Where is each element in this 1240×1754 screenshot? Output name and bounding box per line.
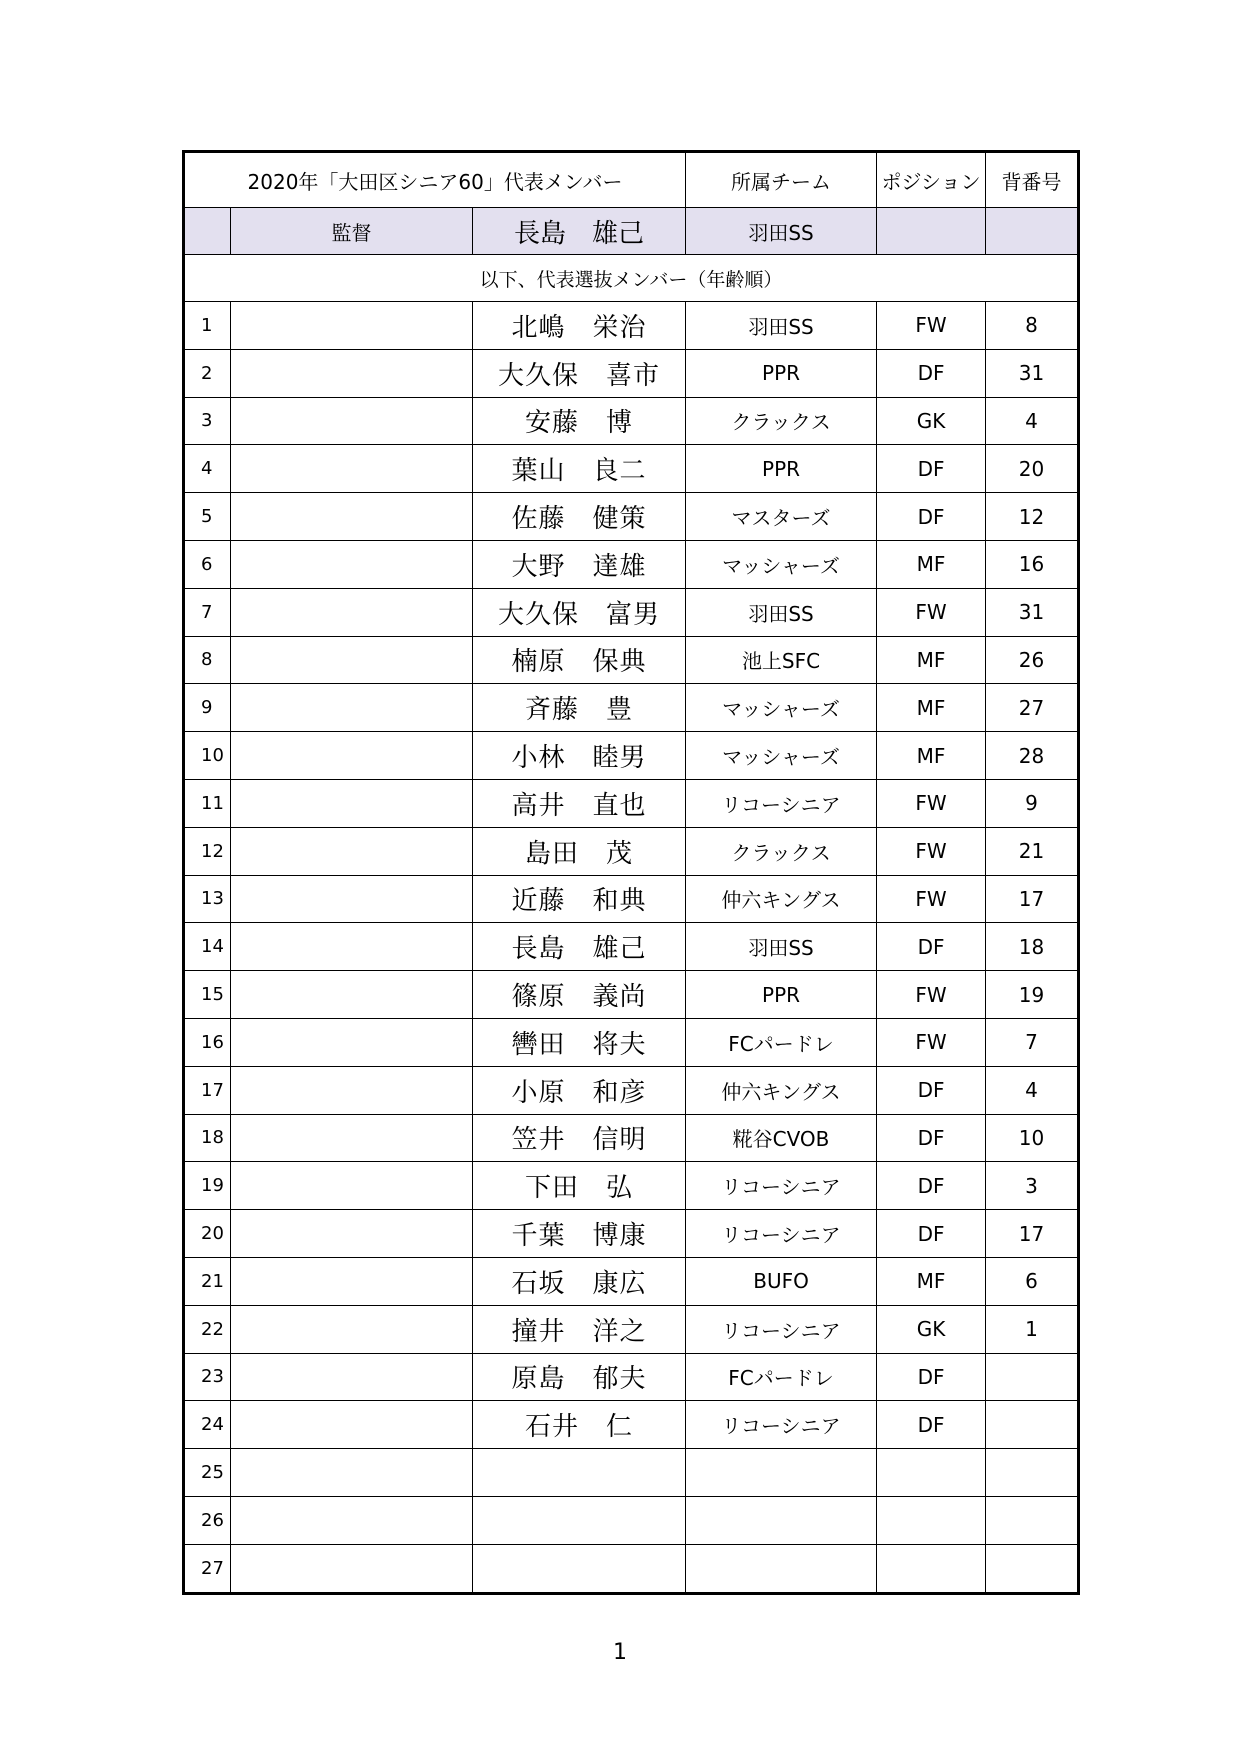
player-row xyxy=(184,493,1079,541)
player-note-cell xyxy=(231,1018,473,1066)
player-name: 石坂 康広 xyxy=(473,1257,686,1305)
player-row xyxy=(184,1210,1079,1258)
player-team: クラックス xyxy=(686,827,877,875)
player-number: 28 xyxy=(986,732,1079,780)
player-team xyxy=(686,1496,877,1544)
player-name: 斉藤 豊 xyxy=(473,684,686,732)
player-team: PPR xyxy=(686,445,877,493)
player-note-cell xyxy=(231,732,473,780)
player-position: MF xyxy=(877,1257,986,1305)
player-position: DF xyxy=(877,1401,986,1449)
player-team: 羽田SS xyxy=(686,302,877,350)
player-no: 7 xyxy=(184,588,231,636)
player-team: リコーシニア xyxy=(686,1401,877,1449)
player-row xyxy=(184,971,1079,1019)
player-name: 長島 雄己 xyxy=(473,923,686,971)
player-row xyxy=(184,540,1079,588)
selection-note-row xyxy=(184,255,1079,302)
player-position: MF xyxy=(877,732,986,780)
player-number: 27 xyxy=(986,684,1079,732)
manager-team: 羽田SS xyxy=(686,208,877,255)
player-name: 篠原 義尚 xyxy=(473,971,686,1019)
player-note-cell xyxy=(231,1257,473,1305)
player-name xyxy=(473,1449,686,1497)
player-position: MF xyxy=(877,540,986,588)
player-no: 6 xyxy=(184,540,231,588)
player-no: 12 xyxy=(184,827,231,875)
player-number: 17 xyxy=(986,1210,1079,1258)
player-no: 10 xyxy=(184,732,231,780)
player-team: リコーシニア xyxy=(686,1305,877,1353)
player-position: FW xyxy=(877,302,986,350)
player-no: 8 xyxy=(184,636,231,684)
player-row xyxy=(184,1162,1079,1210)
player-position xyxy=(877,1496,986,1544)
player-no: 17 xyxy=(184,1066,231,1114)
player-number xyxy=(986,1353,1079,1401)
player-team: マスターズ xyxy=(686,493,877,541)
player-position: MF xyxy=(877,636,986,684)
player-name: 石井 仁 xyxy=(473,1401,686,1449)
player-row xyxy=(184,397,1079,445)
player-no: 1 xyxy=(184,302,231,350)
player-position: DF xyxy=(877,445,986,493)
selection-note: 以下、代表選抜メンバー（年齢順） xyxy=(184,255,1079,302)
player-row xyxy=(184,1066,1079,1114)
player-row xyxy=(184,923,1079,971)
player-row xyxy=(184,875,1079,923)
player-row xyxy=(184,1449,1079,1497)
player-row xyxy=(184,636,1079,684)
player-number: 6 xyxy=(986,1257,1079,1305)
player-name xyxy=(473,1496,686,1544)
player-team: FCパードレ xyxy=(686,1353,877,1401)
player-team xyxy=(686,1544,877,1593)
player-team: クラックス xyxy=(686,397,877,445)
player-no: 22 xyxy=(184,1305,231,1353)
player-note-cell xyxy=(231,827,473,875)
player-note-cell xyxy=(231,779,473,827)
player-note-cell xyxy=(231,971,473,1019)
player-name: 佐藤 健策 xyxy=(473,493,686,541)
player-number: 31 xyxy=(986,588,1079,636)
player-number: 7 xyxy=(986,1018,1079,1066)
player-no: 24 xyxy=(184,1401,231,1449)
player-note-cell xyxy=(231,923,473,971)
player-number xyxy=(986,1401,1079,1449)
player-team: マッシャーズ xyxy=(686,684,877,732)
player-number xyxy=(986,1496,1079,1544)
player-name: 笠井 信明 xyxy=(473,1114,686,1162)
player-number: 9 xyxy=(986,779,1079,827)
position-column-header: ポジション xyxy=(877,152,986,208)
player-name: 小原 和彦 xyxy=(473,1066,686,1114)
player-name: 大久保 喜市 xyxy=(473,349,686,397)
player-position: DF xyxy=(877,1162,986,1210)
player-position: FW xyxy=(877,588,986,636)
player-name: 楠原 保典 xyxy=(473,636,686,684)
player-team: 羽田SS xyxy=(686,923,877,971)
player-no: 20 xyxy=(184,1210,231,1258)
player-team: リコーシニア xyxy=(686,779,877,827)
player-no: 11 xyxy=(184,779,231,827)
roster-table xyxy=(182,150,1080,1595)
player-team xyxy=(686,1449,877,1497)
player-position: FW xyxy=(877,971,986,1019)
player-position: DF xyxy=(877,1066,986,1114)
player-note-cell xyxy=(231,1114,473,1162)
player-position: MF xyxy=(877,684,986,732)
player-number xyxy=(986,1544,1079,1593)
player-note-cell xyxy=(231,1401,473,1449)
player-note-cell xyxy=(231,349,473,397)
player-note-cell xyxy=(231,1449,473,1497)
player-position xyxy=(877,1544,986,1593)
player-no: 9 xyxy=(184,684,231,732)
manager-label: 監督 xyxy=(231,208,473,255)
player-note-cell xyxy=(231,636,473,684)
manager-number-cell xyxy=(986,208,1079,255)
player-row xyxy=(184,1305,1079,1353)
player-no: 16 xyxy=(184,1018,231,1066)
player-team: マッシャーズ xyxy=(686,540,877,588)
player-number: 18 xyxy=(986,923,1079,971)
player-no: 27 xyxy=(184,1544,231,1593)
player-team: 仲六キングス xyxy=(686,1066,877,1114)
player-row xyxy=(184,779,1079,827)
player-row xyxy=(184,827,1079,875)
player-name: 安藤 博 xyxy=(473,397,686,445)
player-note-cell xyxy=(231,588,473,636)
player-no: 26 xyxy=(184,1496,231,1544)
player-name: 撞井 洋之 xyxy=(473,1305,686,1353)
player-row xyxy=(184,1114,1079,1162)
player-note-cell xyxy=(231,1066,473,1114)
player-number: 3 xyxy=(986,1162,1079,1210)
player-name: 原島 郁夫 xyxy=(473,1353,686,1401)
player-number: 21 xyxy=(986,827,1079,875)
player-number xyxy=(986,1449,1079,1497)
player-name: 轡田 将夫 xyxy=(473,1018,686,1066)
player-name: 下田 弘 xyxy=(473,1162,686,1210)
player-number: 20 xyxy=(986,445,1079,493)
player-no: 21 xyxy=(184,1257,231,1305)
manager-row xyxy=(184,208,1079,255)
player-team: FCパードレ xyxy=(686,1018,877,1066)
player-position: FW xyxy=(877,875,986,923)
player-row xyxy=(184,588,1079,636)
player-note-cell xyxy=(231,540,473,588)
player-position: DF xyxy=(877,1210,986,1258)
player-note-cell xyxy=(231,1162,473,1210)
player-team: 池上SFC xyxy=(686,636,877,684)
player-note-cell xyxy=(231,397,473,445)
player-note-cell xyxy=(231,1544,473,1593)
player-number: 26 xyxy=(986,636,1079,684)
player-position: DF xyxy=(877,1353,986,1401)
player-name: 千葉 博康 xyxy=(473,1210,686,1258)
player-number: 16 xyxy=(986,540,1079,588)
player-row xyxy=(184,349,1079,397)
player-team: PPR xyxy=(686,971,877,1019)
player-row xyxy=(184,1496,1079,1544)
player-team: リコーシニア xyxy=(686,1162,877,1210)
document-title: 2020年「大田区シニア60」代表メンバー xyxy=(184,152,686,208)
player-no: 3 xyxy=(184,397,231,445)
player-no: 14 xyxy=(184,923,231,971)
player-name: 北嶋 栄治 xyxy=(473,302,686,350)
manager-no-cell xyxy=(184,208,231,255)
team-column-header: 所属チーム xyxy=(686,152,877,208)
player-number: 12 xyxy=(986,493,1079,541)
player-name: 大野 達雄 xyxy=(473,540,686,588)
player-team: 羽田SS xyxy=(686,588,877,636)
player-team: マッシャーズ xyxy=(686,732,877,780)
player-row xyxy=(184,445,1079,493)
player-row xyxy=(184,302,1079,350)
player-number: 31 xyxy=(986,349,1079,397)
player-name: 高井 直也 xyxy=(473,779,686,827)
player-position: DF xyxy=(877,493,986,541)
player-name xyxy=(473,1544,686,1593)
player-team: 糀谷CVOB xyxy=(686,1114,877,1162)
player-position: FW xyxy=(877,779,986,827)
player-name: 大久保 富男 xyxy=(473,588,686,636)
player-number: 4 xyxy=(986,1066,1079,1114)
player-number: 4 xyxy=(986,397,1079,445)
player-position: FW xyxy=(877,1018,986,1066)
player-row xyxy=(184,1257,1079,1305)
player-number: 1 xyxy=(986,1305,1079,1353)
player-position: DF xyxy=(877,349,986,397)
player-row xyxy=(184,1401,1079,1449)
player-position: GK xyxy=(877,1305,986,1353)
header-row xyxy=(184,152,1079,208)
player-number: 8 xyxy=(986,302,1079,350)
player-note-cell xyxy=(231,684,473,732)
player-note-cell xyxy=(231,1353,473,1401)
player-no: 15 xyxy=(184,971,231,1019)
player-name: 島田 茂 xyxy=(473,827,686,875)
player-row xyxy=(184,1353,1079,1401)
player-position: FW xyxy=(877,827,986,875)
manager-name: 長島 雄己 xyxy=(473,208,686,255)
player-no: 2 xyxy=(184,349,231,397)
number-column-header: 背番号 xyxy=(986,152,1079,208)
player-number: 17 xyxy=(986,875,1079,923)
player-name: 葉山 良二 xyxy=(473,445,686,493)
manager-position-cell xyxy=(877,208,986,255)
player-note-cell xyxy=(231,1496,473,1544)
player-position: GK xyxy=(877,397,986,445)
player-row xyxy=(184,1018,1079,1066)
player-note-cell xyxy=(231,302,473,350)
player-note-cell xyxy=(231,493,473,541)
page-number: 1 xyxy=(613,1640,627,1665)
player-team: リコーシニア xyxy=(686,1210,877,1258)
player-number: 10 xyxy=(986,1114,1079,1162)
player-note-cell xyxy=(231,445,473,493)
player-position: DF xyxy=(877,1114,986,1162)
player-team: PPR xyxy=(686,349,877,397)
player-no: 23 xyxy=(184,1353,231,1401)
player-no: 18 xyxy=(184,1114,231,1162)
player-no: 4 xyxy=(184,445,231,493)
player-note-cell xyxy=(231,875,473,923)
player-no: 25 xyxy=(184,1449,231,1497)
player-position xyxy=(877,1449,986,1497)
player-row xyxy=(184,1544,1079,1593)
player-note-cell xyxy=(231,1305,473,1353)
player-row xyxy=(184,684,1079,732)
player-team: 仲六キングス xyxy=(686,875,877,923)
player-position: DF xyxy=(877,923,986,971)
player-no: 13 xyxy=(184,875,231,923)
player-name: 小林 睦男 xyxy=(473,732,686,780)
player-no: 19 xyxy=(184,1162,231,1210)
player-note-cell xyxy=(231,1210,473,1258)
player-name: 近藤 和典 xyxy=(473,875,686,923)
player-no: 5 xyxy=(184,493,231,541)
player-number: 19 xyxy=(986,971,1079,1019)
player-row xyxy=(184,732,1079,780)
player-team: BUFO xyxy=(686,1257,877,1305)
